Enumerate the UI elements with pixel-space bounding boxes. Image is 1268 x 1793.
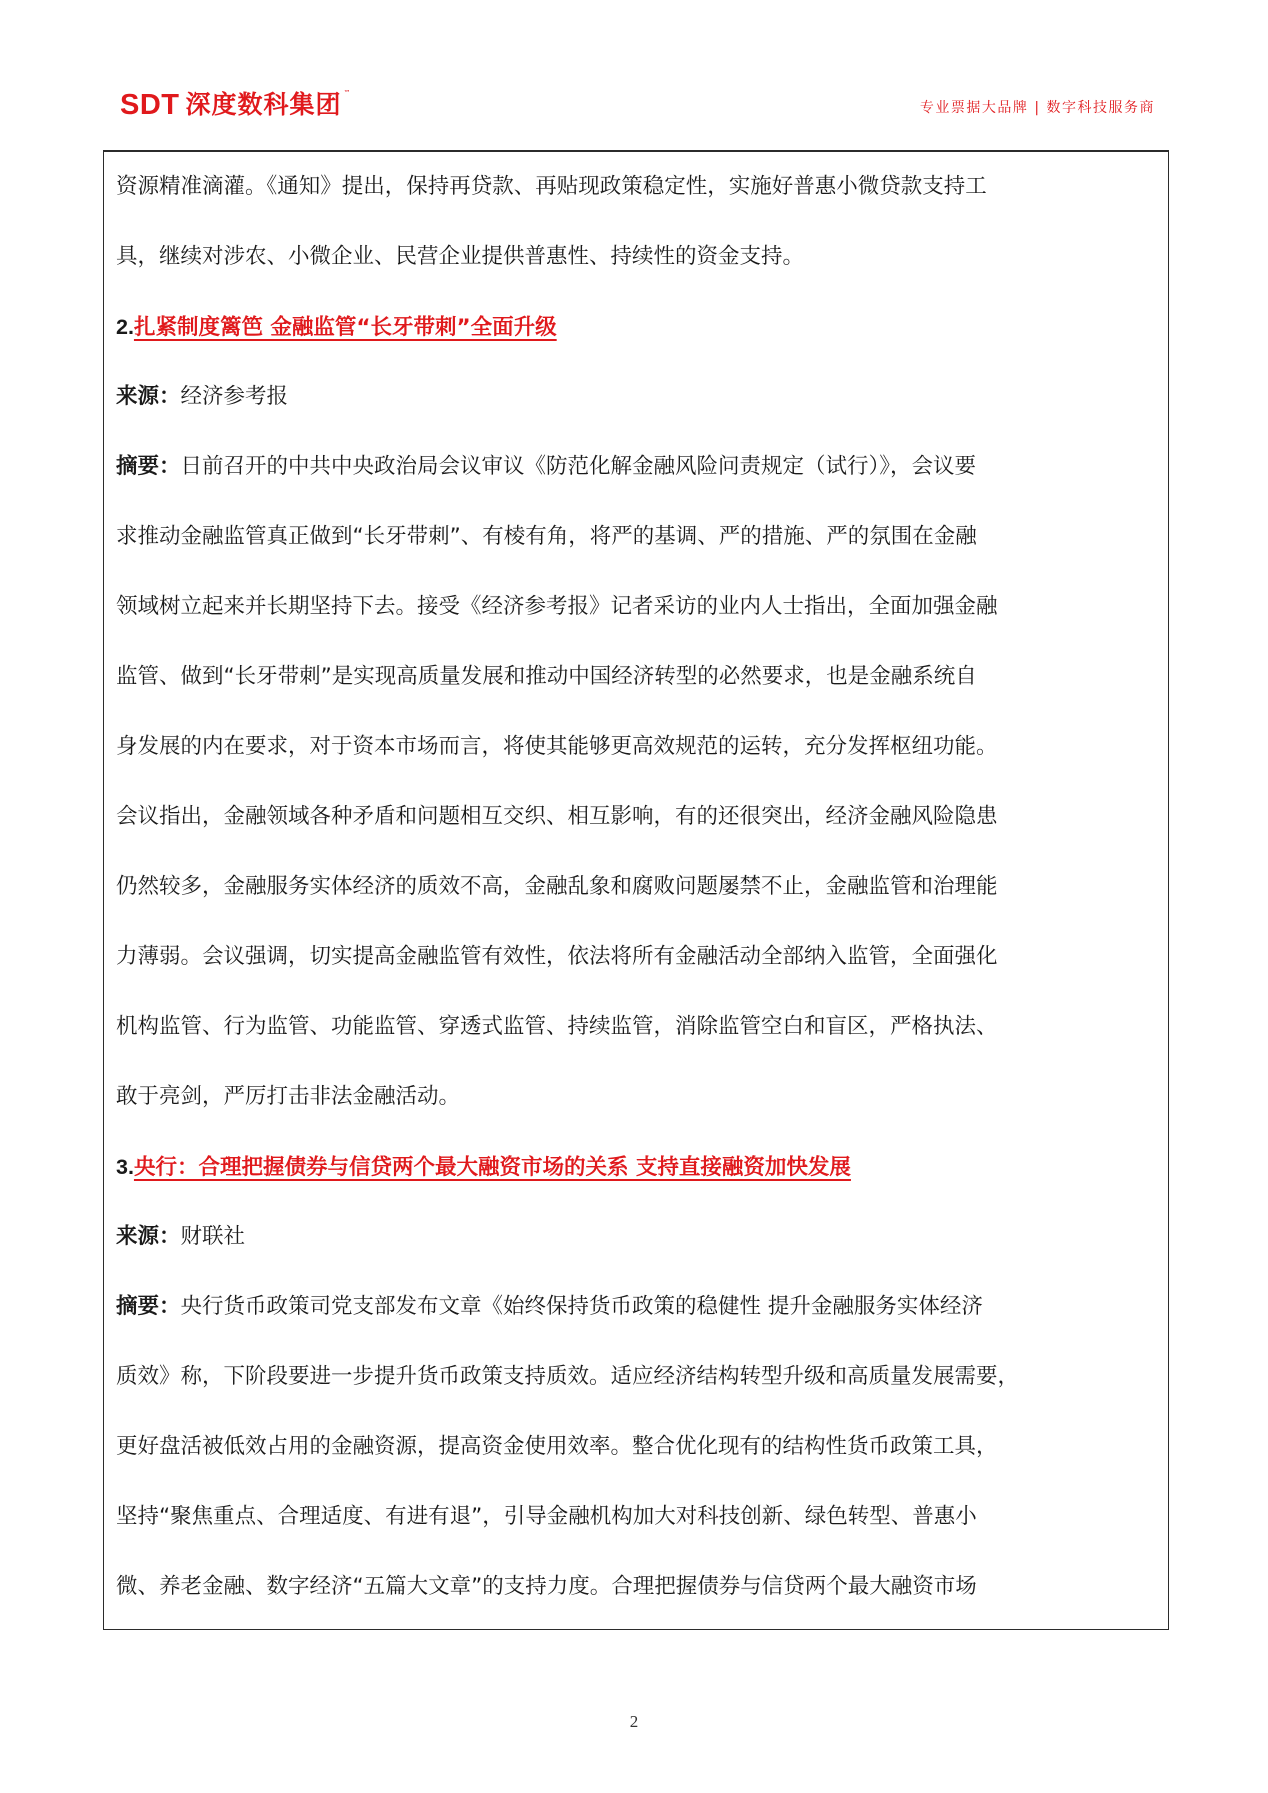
page-number: 2 <box>629 1712 639 1731</box>
article-number: 2. <box>116 315 134 339</box>
logo-chinese: 深度数科集团 <box>185 90 342 119</box>
text-line: 具，继续对涉农、小微企业、民营企业提供普惠性、持续性的资金支持。 <box>116 244 805 269</box>
page-header <box>0 0 1268 150</box>
source-name: 经济参考报 <box>180 384 289 409</box>
company-logo <box>120 88 351 122</box>
source-label: 来源： <box>116 384 181 409</box>
trademark-mark: ™ <box>343 89 351 97</box>
article-headline <box>116 292 1156 362</box>
text-line: 敢于亮剑，严厉打击非法金融活动。 <box>116 1084 461 1109</box>
logo-latin: SDT <box>120 89 180 121</box>
text-line: 仍然较多，金融服务实体经济的质效不高，金融乱象和腐败问题屡禁不止，金融监管和治理能 <box>116 874 998 899</box>
summary-label: 摘要： <box>116 454 181 479</box>
text-line: 力薄弱。会议强调，切实提高金融监管有效性，依法将所有金融活动全部纳入监管，全面强化 <box>116 944 998 969</box>
text-line: 资源精准滴灌。《通知》提出，保持再贷款、再贴现政策稳定性，实施好普惠小微贷款支持工 <box>116 174 987 199</box>
text-line: 更好盘活被低效占用的金融资源，提高资金使用效率。整合优化现有的结构性货币政策工具， <box>116 1434 998 1459</box>
article-headline <box>116 1132 1156 1202</box>
text-line: 身发展的内在要求，对于资本市场而言，将使其能够更高效规范的运转，充分发挥枢纽功能。 <box>116 734 998 759</box>
text-line: 机构监管、行为监管、功能监管、穿透式监管、持续监管，消除监管空白和盲区，严格执法、 <box>116 1014 998 1039</box>
article-title: 央行：合理把握债券与信贷两个最大融资市场的关系 支持直接融资加快发展 <box>133 1155 851 1180</box>
text-line: 会议指出，金融领域各种矛盾和问题相互交织、相互影响，有的还很突出，经济金融风险隐患 <box>116 804 998 829</box>
summary-text: 日前召开的中共中央政治局会议审议《防范化解金融风险问责规定（试行）》，会议要 <box>180 454 977 479</box>
text-line: 领域树立起来并长期坚持下去。接受《经济参考报》记者采访的业内人士指出，全面加强金融 <box>116 594 998 619</box>
article-source <box>116 1202 1156 1272</box>
text-line: 质效》称，下阶段要进一步提升货币政策支持质效。适应经济结构转型升级和高质量发展需要， <box>116 1364 1020 1389</box>
article-source <box>116 362 1156 432</box>
header-slogan: 专业票据大品牌 | 数字科技服务商 <box>919 100 1155 116</box>
article-summary <box>116 1272 1156 1622</box>
source-label: 来源： <box>116 1224 181 1249</box>
article-summary <box>116 432 1156 1132</box>
text-line: 监管、做到“长牙带刺”是实现高质量发展和推动中国经济转型的必然要求，也是金融系统自 <box>116 664 977 689</box>
text-line: 求推动金融监管真正做到“长牙带刺”、有棱有角，将严的基调、严的措施、严的氛围在金融 <box>116 524 977 549</box>
source-name: 财联社 <box>180 1224 246 1249</box>
summary-label: 摘要： <box>116 1294 181 1319</box>
article-title: 扎紧制度篱笆 金融监管“长牙带刺”全面升级 <box>133 315 557 340</box>
text-line: 坚持“聚焦重点、合理适度、有进有退”，引导金融机构加大对科技创新、绿色转型、普惠小 <box>116 1504 977 1529</box>
intro-paragraph <box>116 152 1156 292</box>
summary-text: 央行货币政策司党支部发布文章《始终保持货币政策的稳健性 提升金融服务实体经济 <box>180 1294 983 1319</box>
content-body <box>116 152 1156 1622</box>
article-number: 3. <box>116 1155 134 1179</box>
text-line: 微、养老金融、数字经济“五篇大文章”的支持力度。合理把握债券与信贷两个最大融资市场 <box>116 1574 977 1599</box>
content-frame <box>103 150 1169 1630</box>
